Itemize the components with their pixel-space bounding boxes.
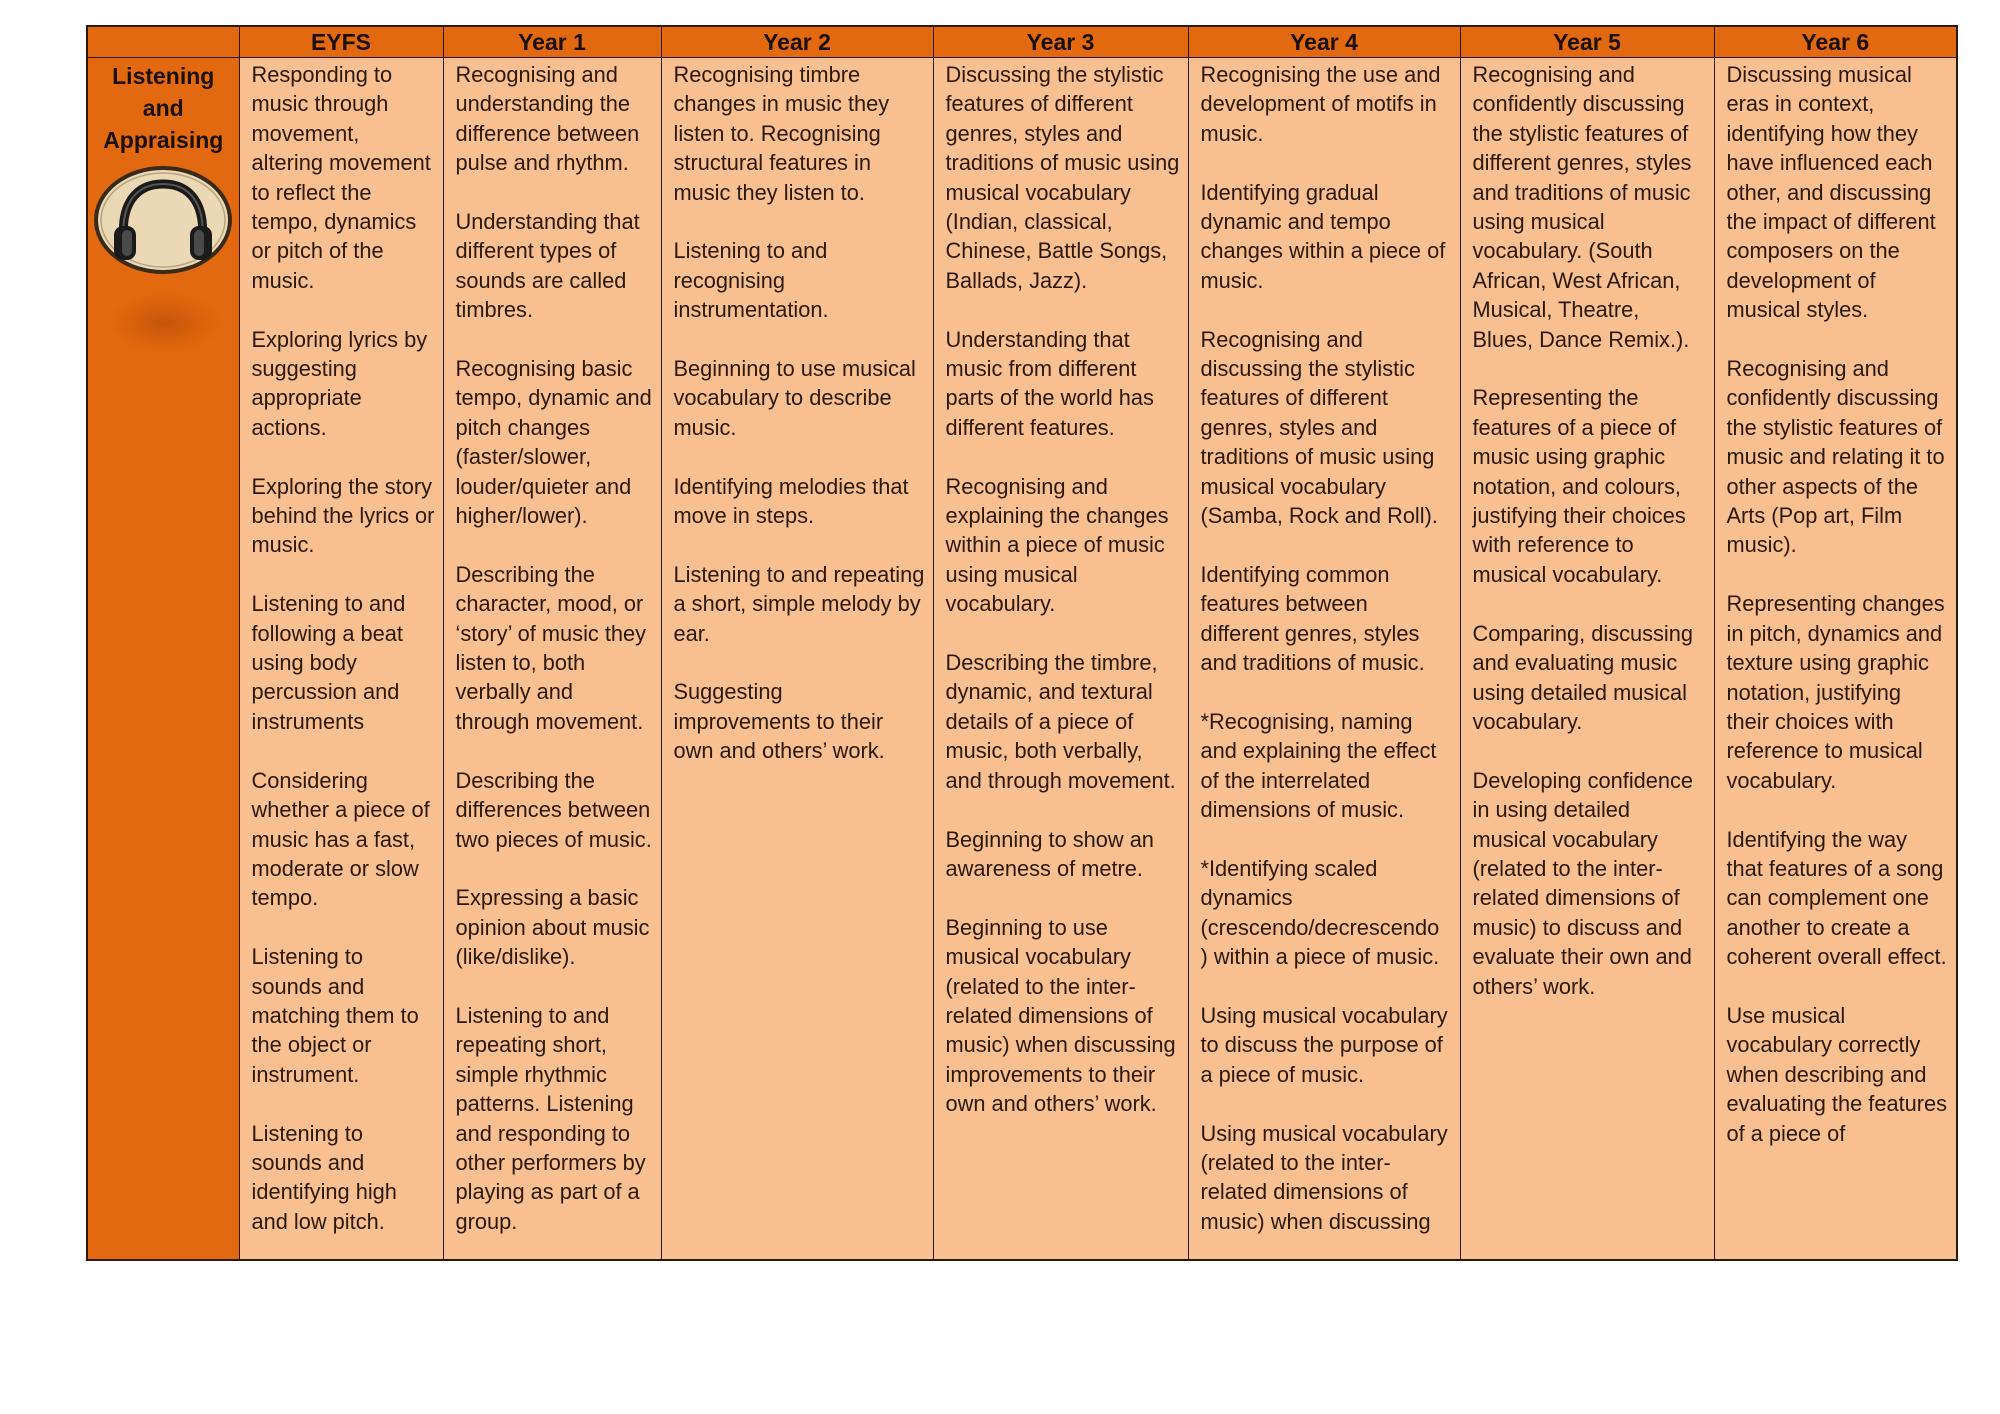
header-year-5: Year 5 xyxy=(1460,26,1714,58)
objective-text: Comparing, discussing and evaluating music using detailed musical vocabulary. xyxy=(1472,620,1693,734)
objective-text: Listening to and following a beat using body percussion and instruments xyxy=(251,591,406,734)
objective-text: Exploring lyrics by suggesting appropriate actions. xyxy=(251,326,428,440)
objective-text: Representing the features of a piece of music using graphic notation, and colours, justifying their choices with reference to musical vocabulary. xyxy=(1472,385,1686,587)
objective-text: Identifying the way that features of a song can complement one another to create a coherent overall effect. xyxy=(1726,826,1947,970)
objective-text: Expressing a basic opinion about music (like/dislike). xyxy=(455,885,650,970)
objective-text: Understanding that music from different parts of the world has different features. xyxy=(945,326,1154,440)
cell-year-2 xyxy=(661,58,933,1261)
cell-eyfs xyxy=(239,58,443,1261)
row-label-cell xyxy=(87,58,239,1261)
objective-text: Identifying common features between different genres, styles and traditions of music. xyxy=(1200,561,1425,676)
objective-text: Describing the timbre, dynamic, and textural details of a piece of music, both verbally, and through movement. xyxy=(945,650,1176,793)
objective-text: Listening to and recognising instrumentation. xyxy=(673,238,829,323)
objective-text: Responding to music through movement, altering movement to reflect the tempo, dynamics or pitch of the music. xyxy=(251,62,431,293)
objective-text: Suggesting improvements to their own and others’ work. xyxy=(673,679,885,764)
objective-text: Beginning to show an awareness of metre. xyxy=(945,826,1154,881)
objective-text: Developing confidence in using detailed musical vocabulary (related to the inter-related dimensions of music) to discuss and evaluate their own and others’ work. xyxy=(1472,767,1694,999)
objective-text: Describing the character, mood, or ‘story’ of music they listen to, both verbally and through movement. xyxy=(455,561,647,734)
objective-text: Recognising and confidently discussing the stylistic features of music and relating it to other aspects of the Arts (Pop art, Film music). xyxy=(1726,356,1945,558)
objective-text: Considering whether a piece of music has a fast, moderate or slow tempo. xyxy=(251,767,430,911)
listening-appraising-row xyxy=(87,58,1957,1261)
objective-text: Identifying gradual dynamic and tempo changes within a piece of music. xyxy=(1200,179,1446,293)
objective-text: Recognising basic tempo, dynamic and pitch changes (faster/slower, louder/quieter and higher/lower). xyxy=(455,356,652,529)
objective-text: Discussing the stylistic features of different genres, styles and traditions of music using musical vocabulary (Indian, classical, Chinese, Battle Songs, Ballads, Jazz). xyxy=(945,62,1180,293)
row-label: Listening and Appraising xyxy=(103,63,224,153)
objective-text: Beginning to use musical vocabulary (related to the inter-related dimensions of music) when discussing improvements to their own and others’ work. xyxy=(945,914,1176,1117)
objective-text: Exploring the story behind the lyrics or music. xyxy=(251,473,435,558)
objective-text: Recognising and explaining the changes within a piece of music using musical vocabulary. xyxy=(945,473,1169,617)
objective-text: Using musical vocabulary to discuss the purpose of a piece of music. xyxy=(1200,1002,1448,1087)
objective-text: Identifying melodies that move in steps. xyxy=(673,473,909,529)
cell-year-6 xyxy=(1714,58,1957,1261)
objective-text: Understanding that different types of sounds are called timbres. xyxy=(455,209,640,323)
cell-year-4 xyxy=(1188,58,1460,1261)
header-eyfs: EYFS xyxy=(239,26,443,58)
objective-text: Listening to sounds and matching them to the object or instrument. xyxy=(251,944,419,1087)
objective-text: Recognising timbre changes in music they listen to. Recognising structural features in music they listen to. xyxy=(673,62,890,205)
objective-text: Listening to sounds and identifying high and low pitch. xyxy=(251,1120,397,1234)
header-row xyxy=(87,26,1957,58)
objective-text: Use musical vocabulary correctly when describing and evaluating the features of a piece of xyxy=(1726,1002,1948,1146)
cell-year-1 xyxy=(443,58,661,1261)
cell-year-3 xyxy=(933,58,1188,1261)
header-year-3: Year 3 xyxy=(933,26,1188,58)
header-blank xyxy=(87,26,239,58)
objective-text: Recognising and confidently discussing the stylistic features of different genres, styles and traditions of music using musical vocabulary. (South African, West African, Musical, Theatre, Blues, Dance Remix.). xyxy=(1472,62,1692,352)
objective-text: Beginning to use musical vocabulary to describe music. xyxy=(673,356,916,440)
objective-text: Describing the differences between two pieces of music. xyxy=(455,767,652,852)
objective-text: Listening to and repeating a short, simple melody by ear. xyxy=(673,561,925,646)
curriculum-table xyxy=(86,25,1958,1261)
cell-year-5 xyxy=(1460,58,1714,1261)
header-year-6: Year 6 xyxy=(1714,26,1957,58)
objective-text: Recognising and understanding the difference between pulse and rhythm. xyxy=(455,62,640,176)
objective-text: Listening to and repeating short, simple rhythmic patterns. Listening and responding to other performers by playing as part of a group. xyxy=(455,1002,646,1234)
decorative-smudge xyxy=(110,293,220,353)
objective-text: *Identifying scaled dynamics (crescendo/decrescendo ) within a piece of music. xyxy=(1200,855,1440,970)
objective-text: Discussing musical eras in context, identifying how they have influenced each other, and discussing the impact of different composers on the development of musical styles. xyxy=(1726,62,1936,323)
objective-text: Recognising and discussing the stylistic features of different genres, styles and traditions of music using musical vocabulary (Samba, Rock and Roll). xyxy=(1200,326,1438,529)
header-year-4: Year 4 xyxy=(1188,26,1460,58)
objective-text: Using musical vocabulary (related to the inter-related dimensions of music) when discussing xyxy=(1200,1120,1448,1234)
objective-text: Recognising the use and development of motifs in music. xyxy=(1200,62,1441,146)
header-year-1: Year 1 xyxy=(443,26,661,58)
headphones-icon xyxy=(92,164,234,276)
objective-text: *Recognising, naming and explaining the effect of the interrelated dimensions of music. xyxy=(1200,708,1437,823)
header-year-2: Year 2 xyxy=(661,26,933,58)
objective-text: Representing changes in pitch, dynamics and texture using graphic notation, justifying their choices with reference to musical vocabulary. xyxy=(1726,591,1945,793)
